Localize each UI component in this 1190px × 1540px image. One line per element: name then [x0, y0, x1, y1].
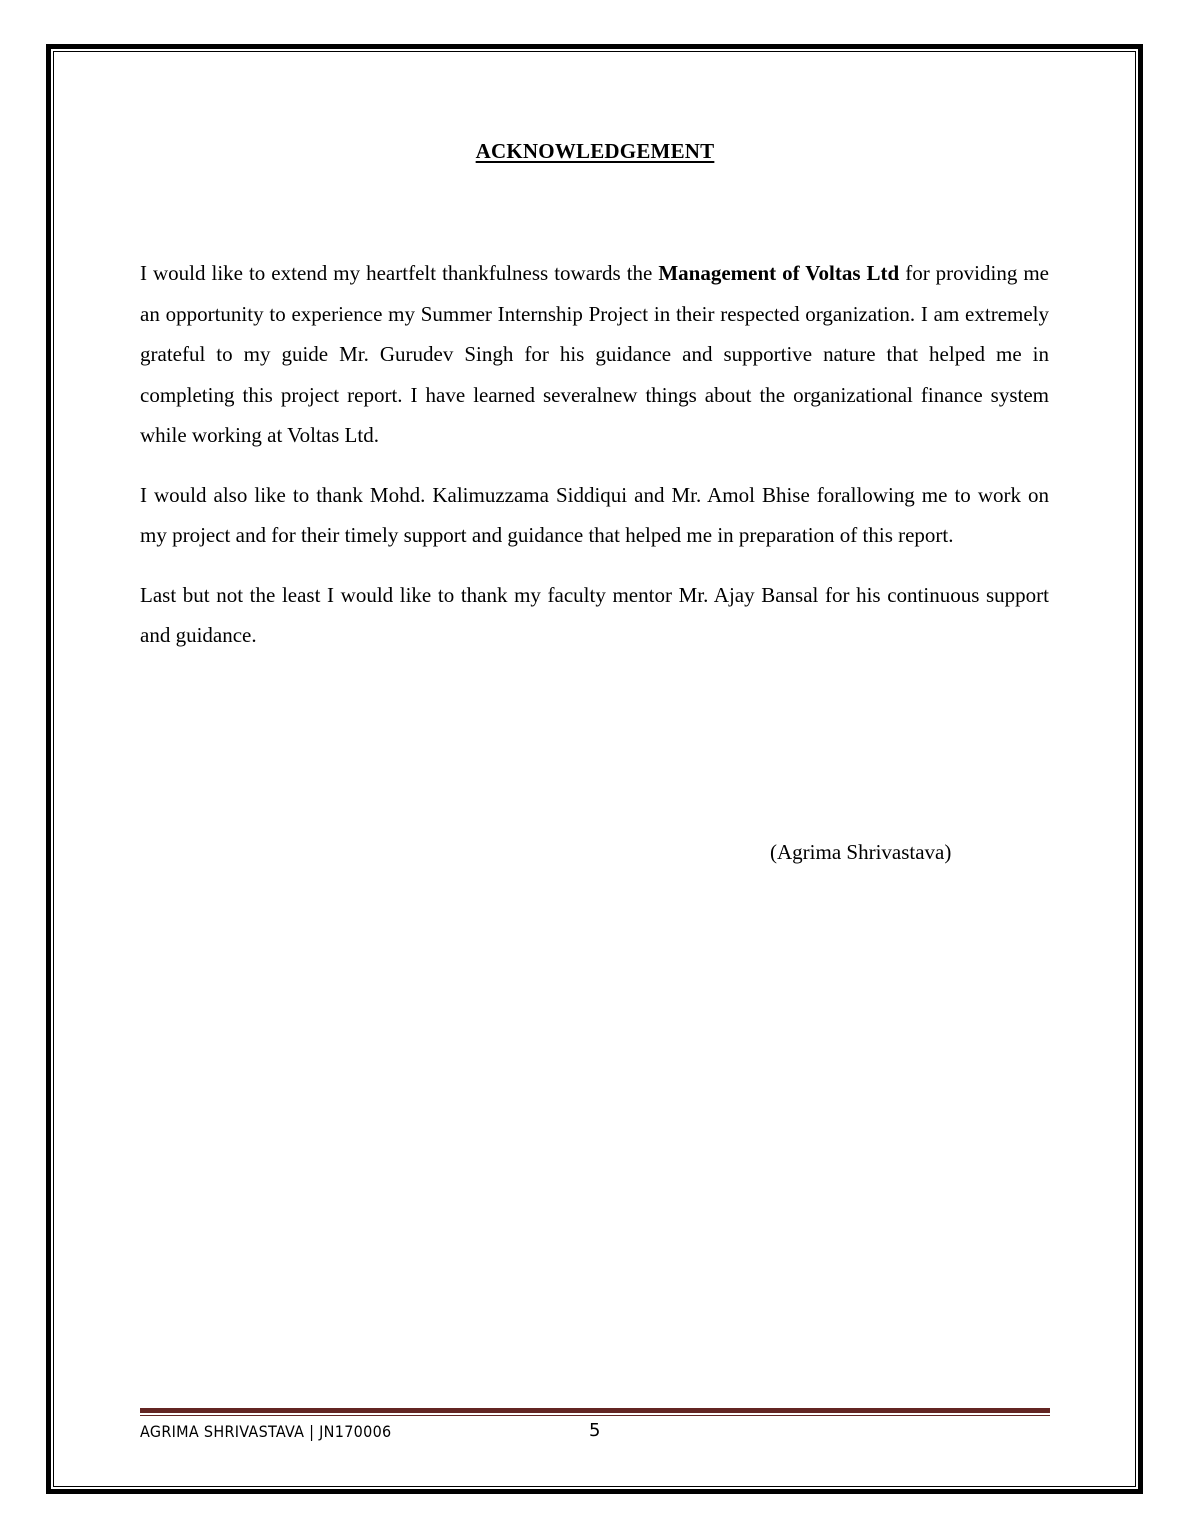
- footer-rule: [140, 1408, 1050, 1413]
- footer-rule-thin: [140, 1415, 1050, 1416]
- signature: (Agrima Shrivastava): [770, 840, 952, 864]
- paragraph-1-end: for providing me an opportunity to experience my Summer Internship Project in their respected organization. I am extremely grateful to my guide Mr. Gurudev Singh for his guidance and supportive nature that helped me in completing this project report. I have learned severalnew things about the organizational finance system while working at Voltas Ltd.: [140, 261, 1050, 447]
- page-number: 5: [589, 1420, 601, 1441]
- company-name: Management of Voltas Ltd: [658, 261, 900, 285]
- paragraph-3: Last but not the least I would like to thank my faculty mentor Mr. Ajay Bansal for his continuous support and guidance.: [140, 582, 1049, 647]
- body-text: [140, 253, 1049, 675]
- paragraph-1: [140, 253, 1049, 456]
- page-title: ACKNOWLEDGEMENT: [475, 139, 715, 163]
- paragraph-2: I would also like to thank Mohd. Kalimuzzama Siddiqui and Mr. Amol Bhise forallowing me to work on my project and for their timely support and guidance that helped me in preparation of this report.: [140, 482, 1049, 547]
- paragraph-1-start: I would like to extend my heartfelt thankfulness towards the: [140, 261, 659, 285]
- footer-author: AGRIMA SHRIVASTAVA | JN170006: [140, 1422, 392, 1441]
